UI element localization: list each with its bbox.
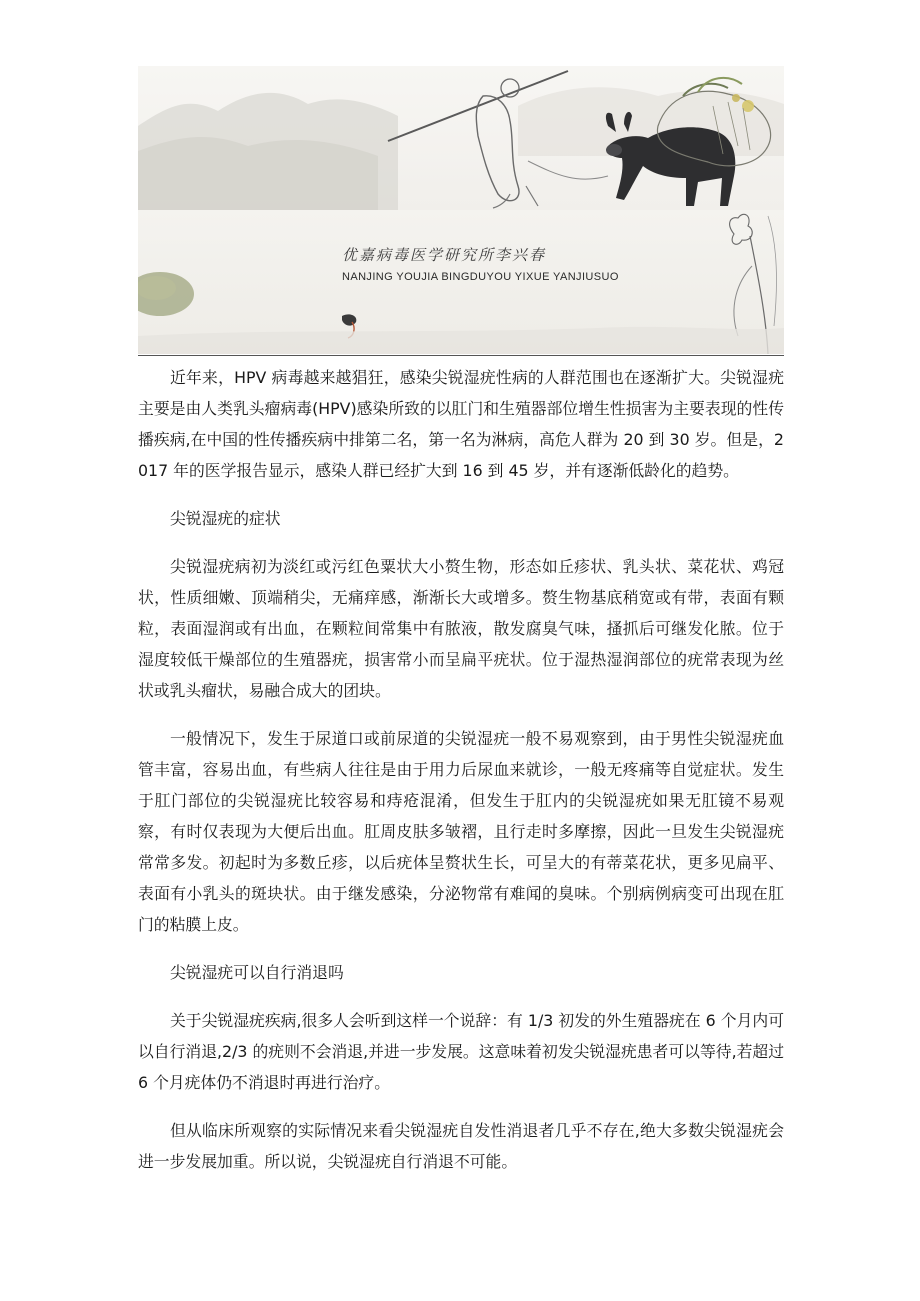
- section-heading-symptoms: 尖锐湿疣的症状: [170, 509, 281, 528]
- banner-institute-romanized: NANJING YOUJIA BINGDUYOU YIXUE YANJIUSUO: [342, 271, 619, 283]
- header-banner: [138, 66, 784, 354]
- paragraph-self-resolve-claim: 关于尖锐湿疣疾病,很多人会听到这样一个说辞：有 1/3 初发的外生殖器疣在 6 个月内可以自行消退,2/3 的疣则不会消退,并进一步发展。这意味着初发尖锐湿疣患者可以等待,若超过 6 个月疣体仍不消退时再进行治疗。: [138, 1011, 784, 1092]
- paragraph-intro: 近年来，HPV 病毒越来越猖狂，感染尖锐湿疣性病的人群范围也在逐渐扩大。尖锐湿疣主要是由人类乳头瘤病毒(HPV)感染所致的以肛门和生殖器部位增生性损害为主要表现的性传播疾病,在中国的性传播疾病中排第二名，第一名为淋病，高危人群为 20 到 30 岁。但是，2017 年的医学报告显示，感染人群已经扩大到 16 到 45 岁，并有逐渐低龄化的趋势。: [138, 368, 784, 480]
- paragraph-locations: 一般情况下，发生于尿道口或前尿道的尖锐湿疣一般不易观察到，由于男性尖锐湿疣血管丰富，容易出血，有些病人往往是由于用力后尿血来就诊，一般无疼痛等自觉症状。发生于肛门部位的尖锐湿疣比较容易和痔疮混淆，但发生于肛内的尖锐湿疣如果无肛镜不易观察，有时仅表现为大便后出血。肛周皮肤多皱褶，且行走时多摩擦，因此一旦发生尖锐湿疣常常多发。初起时为多数丘疹，以后疣体呈赘状生长，可呈大的有蒂菜花状，更多见扁平、表面有小乳头的斑块状。由于继发感染，分泌物常有难闻的臭味。个别病例病变可出现在肛门的粘膜上皮。: [138, 729, 784, 934]
- banner-ink-painting: [138, 66, 784, 354]
- paragraph-symptoms: 尖锐湿疣病初为淡红或污红色粟状大小赘生物，形态如丘疹状、乳头状、菜花状、鸡冠状，性质细嫩、顶端稍尖，无痛痒感，渐渐长大或增多。赘生物基底稍宽或有带，表面有颗粒，表面湿润或有出血，在颗粒间常集中有脓液，散发腐臭气味，搔抓后可继发化脓。位于湿度较低干燥部位的生殖器疣，损害常小而呈扁平疣状。位于湿热湿润部位的疣常表现为丝状或乳头瘤状，易融合成大的团块。: [138, 557, 784, 700]
- article-body: [138, 362, 784, 1194]
- section-heading-self-resolve: 尖锐湿疣可以自行消退吗: [170, 963, 344, 982]
- banner-institute-name: 优嘉病毒医学研究所李兴春: [342, 246, 547, 264]
- banner-divider: [138, 355, 784, 356]
- paragraph-self-resolve-conclusion: 但从临床所观察的实际情况来看尖锐湿疣自发性消退者几乎不存在,绝大多数尖锐湿疣会进一步发展加重。所以说，尖锐湿疣自行消退不可能。: [138, 1121, 784, 1171]
